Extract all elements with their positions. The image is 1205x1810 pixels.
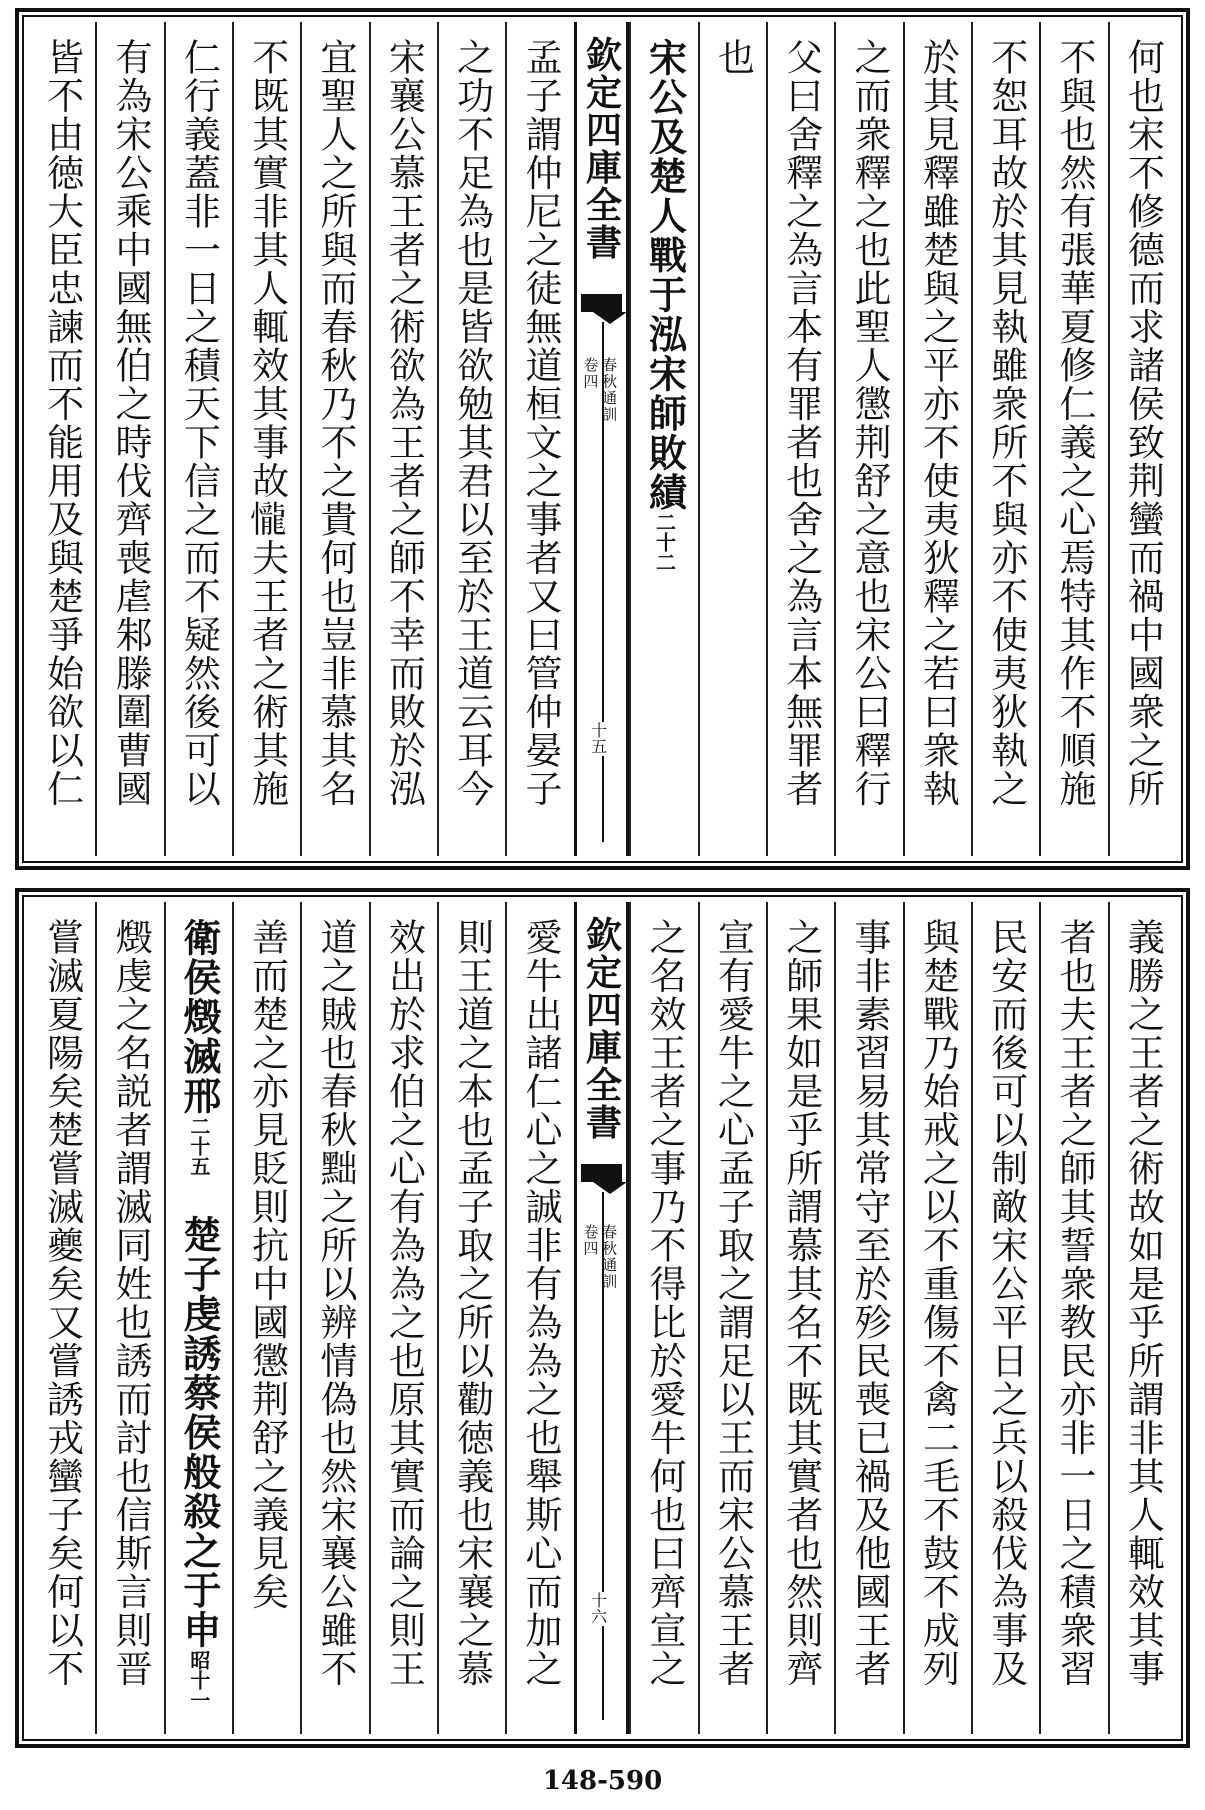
text-column: 不既其實非其人輒效其事故𢤱夫王者之術其施: [232, 22, 300, 856]
text-columns-top: [29, 22, 1176, 856]
text-column: 之師果如是乎所謂慕其名不既其實者也然則齊: [766, 902, 834, 1734]
text-column: 何也宋不修德而求諸侯致荆蠻而禍中國衆之所: [1108, 22, 1176, 856]
text-column: 者也夫王者之師其誓衆教民亦非一日之積衆習: [1039, 902, 1107, 1734]
entry-note: 二十二: [652, 512, 677, 572]
volume-subtitle: 春秋通訓: [600, 357, 619, 423]
entry-note: 昭十一: [186, 1649, 211, 1710]
text-column: 嘗滅夏陽矣楚嘗滅夔矣又嘗誘戎蠻子矣何以不: [40, 918, 84, 1688]
text-column: 民安而後可以制敵宋公平日之兵以殺伐為事及: [971, 902, 1039, 1734]
text-column: 不與也然有張華夏修仁義之心焉特其作不順施: [1039, 22, 1107, 856]
book-title: 欽定四庫全書: [580, 36, 623, 261]
text-column: 之而衆釋之也此聖人懲荆舒之意也宋公曰釋行: [834, 22, 902, 856]
text-column: 愛牛出諸仁心之誠非有為為之也舉斯心而加之: [505, 902, 573, 1734]
text-column: 也: [698, 22, 766, 856]
folio-number: 十六: [589, 1592, 614, 1626]
page-panel-bottom: [15, 888, 1190, 1748]
text-column: 不恕耳故於其見執雖衆所不與亦不使夷狄執之: [971, 22, 1039, 856]
entry-note: 二十五: [186, 1115, 211, 1176]
folio-number: 十五: [589, 722, 614, 756]
text-column: 之功不足為也是皆欲勉其君以至於王道云耳今: [437, 22, 505, 856]
text-column: 仁行義蓋非一日之積天下信之而不疑然後可以: [164, 22, 232, 856]
text-column: 宜聖人之所與而春秋乃不之貴何也豈非慕其名: [300, 22, 368, 856]
center-fold: [574, 902, 630, 1734]
text-column: 宣有愛牛之心孟子取之謂足以王而宋公慕王者: [698, 902, 766, 1734]
text-column: 於其見釋雖楚與之平亦不使夷狄釋之若曰衆執: [903, 22, 971, 856]
text-column: 善而楚之亦見貶則抗中國懲荆舒之義見矣: [232, 902, 300, 1734]
text-column: 則王道之本也孟子取之所以勸徳義也宋襄之慕: [437, 902, 505, 1734]
page-reference: 148-590: [542, 1766, 663, 1796]
book-title: 欽定四庫全書: [580, 916, 623, 1141]
text-column: 效出於求伯之心有為為之也原其實而論之則王: [369, 902, 437, 1734]
entry-title-column: [629, 22, 697, 856]
volume-label: [581, 357, 619, 423]
entry-title: 楚子虔誘蔡侯般殺之于申: [176, 1215, 222, 1650]
volume-number: 卷四: [581, 1224, 600, 1257]
text-column: 皆不由徳大臣忠諫而不能用及與楚爭始欲以仁: [40, 38, 84, 808]
volume-number: 卷四: [581, 357, 600, 390]
entry-title-column: [164, 902, 232, 1734]
entry-title: 衛侯燬滅邢: [176, 918, 222, 1116]
text-columns-bottom: [29, 902, 1176, 1734]
text-column: 義勝之王者之術故如是乎所謂非其人輒效其事: [1108, 902, 1176, 1734]
text-column: 道之賊也春秋黜之所以辨情偽也然宋襄公雖不: [300, 902, 368, 1734]
volume-label: [581, 1224, 619, 1290]
page-panel-top: [15, 8, 1190, 870]
text-column: 之名效王者之事乃不得比於愛牛何也曰齊宣之: [629, 902, 697, 1734]
center-fold: [574, 22, 630, 856]
text-column: 父曰舍釋之為言本有罪者也舍之為言本無罪者: [766, 22, 834, 856]
text-column: 孟子謂仲尼之徒無道桓文之事者又曰管仲晏子: [505, 22, 573, 856]
text-column: 宋襄公慕王者之術欲為王者之師不幸而敗於泓: [369, 22, 437, 856]
text-column: 燬虔之名説者謂滅同姓也誘而討也信斯言則晋: [95, 902, 163, 1734]
entry-title: 宋公及楚人戰于泓宋師敗績: [642, 38, 688, 512]
fold-mark-icon: [581, 1164, 623, 1182]
text-column: 與楚戰乃始戒之以不重傷不禽二毛不鼓不成列: [903, 902, 971, 1734]
volume-subtitle: 春秋通訓: [600, 1224, 619, 1290]
text-column: 有為宋公乘中國無伯之時伐齊喪虐邾滕圍曹國: [95, 22, 163, 856]
text-column: 事非素習易其常守至於殄民喪已禍及他國王者: [834, 902, 902, 1734]
fold-mark-icon: [581, 294, 623, 312]
